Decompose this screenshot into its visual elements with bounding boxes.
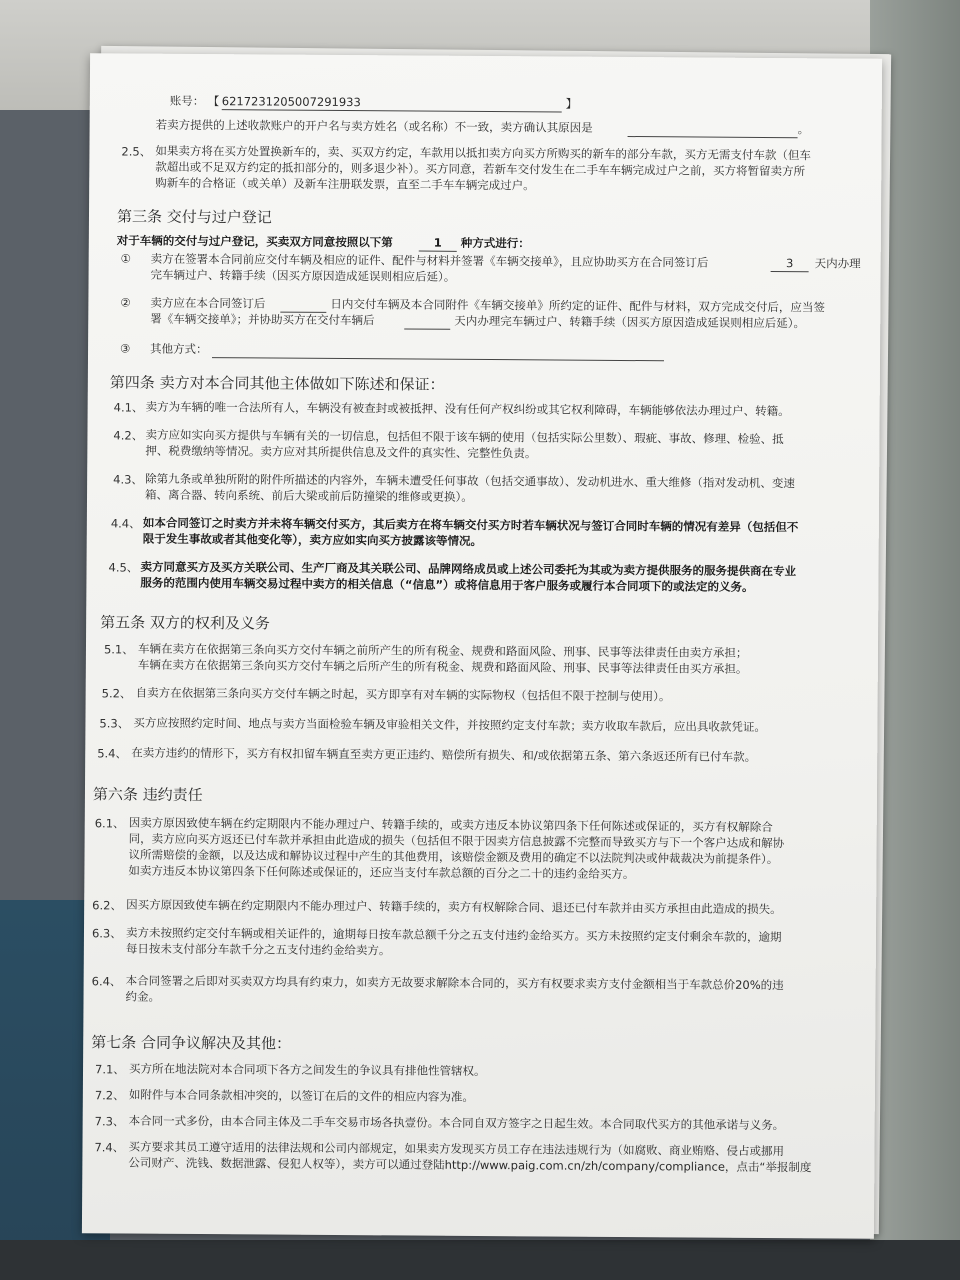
clause-number: 6.3、: [91, 926, 122, 941]
clause-4-2-line: 卖方应如实向买方提供与车辆有关的一切信息，包括但不限于该车辆的使用（包括实际公里数）、瑕疵、事故、修理、检验、抵: [145, 427, 784, 447]
clause-4-2-line: 押、税费缴纳等情况。卖方应对其所提供信息及文件的真实性、完整性负责。: [145, 443, 537, 461]
clause-5-1-line: 车辆在卖方在依据第三条向买方交付车辆之后所产生的所有税金、规费和路面风险、刑事、民事等法律责任由买方承担。: [137, 657, 748, 676]
clause-number: 7.2、: [94, 1088, 125, 1103]
clause-7-2-line: 如附件与本合同条款相冲突的，以签订在后的文件的相应内容为准。: [128, 1087, 474, 1104]
clause-number: 7.1、: [94, 1062, 125, 1077]
delivery-method-value: 1: [419, 236, 457, 252]
clause-number: 4.2、: [113, 428, 144, 443]
article-3-title: 第三条 交付与过户登记: [116, 207, 272, 227]
option-3-marker: ③: [120, 341, 131, 356]
clause-number: 4.4、: [110, 516, 141, 531]
mismatch-statement: 若卖方提供的上述收款账户的开户名与卖方姓名（或名称）不一致，卖方确认其原因是: [155, 117, 593, 135]
option-1-marker: ①: [120, 251, 132, 266]
option-1-line: 完车辆过户、转籍手续（因买方原因造成延误则相应后延）。: [150, 267, 456, 284]
option-3-label: 其他方式：: [150, 341, 208, 357]
article-6-title: 第六条 违约责任: [92, 785, 203, 805]
option-2-line: 署《车辆交接单》；并协助买方在交付车辆后: [150, 311, 375, 328]
contract-page: [82, 53, 882, 1239]
article-5-title: 第五条 双方的权利及义务: [100, 613, 270, 633]
clause-4-4-line: 限于发生事故或者其他变化等），卖方应如实向买方披露该等情况。: [142, 531, 483, 548]
article-7-title: 第七条 合同争议解决及其他：: [91, 1033, 292, 1053]
clause-6-4-line: 本合同签署之后即对买卖双方均具有约束力，如卖方无故要求解除本合同的，买方有权要求卖方支付金额相当于车款总价20%的违: [125, 973, 784, 993]
option-1-line-end: 天内办理: [814, 256, 861, 271]
option-3-blank: [212, 342, 664, 361]
clause-6-4-line: 约金。: [125, 989, 161, 1004]
clause-6-1-line: 同，卖方应向买方返还已付车款并承担由此造成的损失（包括但不限于因卖方信息披露不完整而导致买方与下一个客户达成和解协: [128, 831, 785, 851]
clause-number: 6.2、: [92, 898, 123, 913]
clause-number: 6.1、: [94, 816, 125, 831]
mismatch-reason-blank: [628, 121, 798, 138]
clause-5-1-line: 车辆在卖方在依据第三条向买方交付车辆之前所产生的所有税金、规费和路面风险、刑事、民事等法律责任由卖方承担；: [137, 641, 748, 660]
clause-4-3-line: 除第九条或单独所附的附件所描述的内容外，车辆未遭受任何事故（包括交通事故）、发动机进水、重大维修（指对发动机、变速: [145, 471, 795, 491]
article-3-intro-end: 种方式进行：: [460, 235, 530, 251]
clause-number: 7.4、: [94, 1140, 125, 1155]
account-bracket-open: 【: [207, 94, 220, 109]
option-2-transfer-days-blank: [404, 313, 450, 329]
clause-5-2-line: 自卖方在依据第三条向买方交付车辆之时起，买方即享有对车辆的实际物权（包括但不限于控制与使用）。: [135, 685, 671, 704]
article-3-intro: 对于车辆的交付与过户登记，买卖双方同意按照以下第: [116, 233, 393, 250]
clause-6-2-line: 因买方原因致使车辆在约定期限内不能办理过户、转籍手续的，卖方有权解除合同、退还已付车款并由买方承担由此造成的损失。: [126, 897, 782, 917]
clause-4-5-line: 卖方同意买方及买方关联公司、生产厂商及其关联公司、品牌网络成员或上述公司委托为其或为卖方提供服务的服务提供商在专业: [140, 559, 797, 579]
clause-7-4-line: 公司财产、洗钱、数据泄露、侵犯人权等），卖方可以通过登陆http://www.paig.com.cn/zh/company/compliance，点击“举报制度: [128, 1155, 812, 1175]
option-1-line: 卖方在签署本合同前应交付车辆及相应的证件、配件与材料并签署《车辆交接单》，且应协助买方在合同签订后: [150, 251, 709, 270]
clause-6-1-line: 如卖方违反本协议第四条下任何陈述或保证的，还应当支付车款总额的百分之二十的违约金给买方。: [128, 863, 635, 882]
clause-7-4-line: 买方要求其员工遵守适用的法律法规和公司内部规定，如果卖方发现买方员工存在违法违规行为（如腐败、商业贿赂、侵占或挪用: [128, 1139, 785, 1159]
clause-6-1-line: 因卖方原因致使车辆在约定期限内不能办理过户、转籍手续的，或卖方违反本协议第四条下任何陈述或保证的，买方有权解除合: [128, 815, 773, 835]
clause-number: 6.4、: [91, 974, 122, 989]
clause-number: 5.3、: [99, 716, 130, 731]
clause-number: 7.3、: [94, 1114, 125, 1129]
account-label: 账号：: [169, 93, 205, 109]
clause-4-3-line: 箱、离合器、转向系统、前后大梁或前后防撞梁的维修或更换）。: [144, 487, 473, 504]
article-4-title: 第四条 卖方对本合同其他主体做如下陈述和保证：: [109, 373, 445, 394]
option-1-days-value: 3: [771, 256, 809, 272]
clause-number: 4.1、: [113, 400, 144, 415]
clause-2-5-line: 如果卖方将在买方处置换新车的，卖、买双方约定，车款用以抵扣卖方向买方所购买的新车的部分车款，买方无需支付车款（但车: [155, 143, 811, 163]
option-2-line: 日内交付车辆及本合同附件《车辆交接单》所约定的证件、配件与材料，双方完成交付后，应当签: [330, 296, 825, 315]
option-2-marker: ②: [120, 295, 131, 310]
account-number: 6217231205007291933: [222, 94, 562, 112]
clause-4-1-line: 卖方为车辆的唯一合法所有人，车辆没有被查封或被抵押、没有任何产权纠纷或其它权利障碍，车辆能够依法办理过户、转籍。: [145, 399, 790, 419]
clause-5-3-line: 买方应按照约定时间、地点与卖方当面检验车辆及审验相关文件，并按照约定支付车款；卖方收取车款后，应出具收款凭证。: [133, 715, 766, 734]
account-bracket-close: 】: [565, 96, 578, 111]
option-2-line: 卖方应在本合同签订后: [150, 295, 266, 311]
clause-6-3-line: 每日按未支付部分车款千分之五支付违约金给卖方。: [125, 941, 391, 958]
clause-number: 4.5、: [108, 560, 139, 575]
clause-6-3-line: 卖方未按照约定交付车辆或相关证件的，逾期每日按车款总额千分之五支付违约金给买方。买方未按照约定支付剩余车款的，逾期: [125, 925, 782, 945]
clause-6-1-line: 议所需赔偿的金额，以及达成和解协议过程中产生的其他费用，该赔偿金额及费用的确定不以法院判决或仲裁裁决为前提条件）。: [128, 847, 779, 867]
option-2-days-blank: [280, 297, 326, 313]
clause-4-5-line: 服务的范围内使用车辆交易过程中卖方的相关信息（“信息”）或将信息用于客户服务或履行本合同项下的或法定的义务。: [140, 575, 754, 594]
option-2-line: 天内办理完车辆过户、转籍手续（因买方原因造成延误则相应后延）。: [454, 313, 806, 331]
clause-7-1-line: 买方所在地法院对本合同项下各方之间发生的争议具有排他性管辖权。: [128, 1061, 486, 1079]
background-bottom: [0, 1240, 960, 1280]
clause-number: 4.3、: [113, 472, 143, 487]
clause-4-4-line: 如本合同签订之时卖方并未将车辆交付买方，其后卖方在将车辆交付买方时若车辆状况与签订合同时车辆的情况有差异（包括但不: [142, 515, 799, 535]
clause-2-5-line: 款超出或不足双方约定的抵扣部分的，则多退少补）。买方同意，若新车交付发生在二手车车辆完成过户之前，买方将暂留卖方所: [155, 159, 806, 179]
clause-number: 5.1、: [103, 642, 134, 657]
mismatch-end: 。: [797, 122, 810, 137]
clause-2-5-line: 购新车的合格证（或关单）及新车注册联发票，直至二手车车辆完成过户。: [155, 175, 535, 193]
clause-7-3-line: 本合同一式多份，由本合同主体及二手车交易市场各执壹份。本合同自双方签字之日起生效。本合同取代买方的其他承诺与义务。: [128, 1113, 785, 1133]
clause-number: 5.4、: [97, 746, 128, 761]
clause-number: 5.2、: [101, 686, 132, 701]
clause-5-4-line: 在卖方违约的情形下，买方有权扣留车辆直至卖方更正违约、赔偿所有损失、和/或依据第五条、第六条返还所有已付车款。: [131, 745, 757, 764]
clause-number: 2.5、: [121, 144, 152, 159]
